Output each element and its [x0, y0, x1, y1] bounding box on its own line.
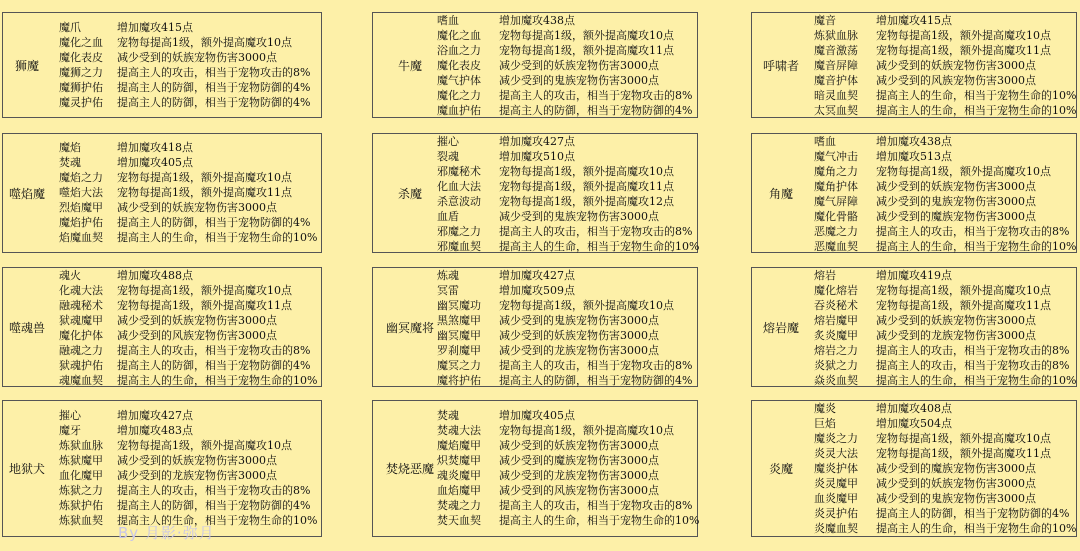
pet-card — [751, 400, 1077, 537]
skill-name: 幽冥魔甲 — [437, 329, 481, 342]
skill-effect: 增加魔攻408点 — [876, 402, 952, 415]
skill-name: 炎灵魔甲 — [814, 477, 858, 490]
skill-effect: 减少受到的妖族宠物伤害3000点 — [499, 329, 659, 342]
skill-effect: 减少受到的龙族宠物伤害3000点 — [117, 469, 277, 482]
skill-name: 裂魂 — [437, 150, 459, 163]
skill-name: 焚魂之力 — [437, 499, 481, 512]
skill-name: 魔音 — [814, 14, 836, 27]
pet-card — [372, 133, 698, 253]
skill-effect: 减少受到的妖族宠物伤害3000点 — [876, 314, 1036, 327]
pet-card — [751, 267, 1077, 387]
skill-name: 邪魔秘术 — [437, 165, 481, 178]
skill-name: 摧心 — [437, 135, 459, 148]
skill-name: 魔狮护佑 — [59, 81, 103, 94]
skill-effect: 宠物每提高1级，额外提高魔攻10点 — [499, 29, 674, 42]
skill-effect: 减少受到的妖族宠物伤害3000点 — [876, 59, 1036, 72]
skill-name: 魂火 — [59, 269, 81, 282]
skill-effect: 提高主人的攻击，相当于宠物攻击的8% — [117, 484, 311, 497]
skill-name: 魔气护体 — [437, 74, 481, 87]
pet-card — [372, 12, 698, 118]
pet-name: 角魔 — [768, 186, 793, 201]
skill-name: 魔炎之力 — [814, 432, 858, 445]
skill-effect: 宠物每提高1级，额外提高魔攻10点 — [499, 299, 674, 312]
skill-effect: 增加魔攻405点 — [117, 156, 193, 169]
skill-effect: 提高主人的生命，相当于宠物生命的10% — [117, 231, 318, 244]
skill-name: 魔化之力 — [437, 89, 481, 102]
skill-effect: 提高主人的生命，相当于宠物生命的10% — [876, 104, 1077, 117]
skill-effect: 增加魔攻427点 — [499, 269, 575, 282]
skill-effect: 提高主人的防御，相当于宠物防御的4% — [499, 374, 693, 387]
skill-name: 魂炎魔甲 — [437, 469, 481, 482]
skill-name: 魔化之血 — [59, 36, 103, 49]
skill-name: 魔狮之力 — [59, 66, 103, 79]
skill-effect: 减少受到的龙族宠物伤害3000点 — [499, 469, 659, 482]
skill-effect: 宠物每提高1级，额外提高魔攻10点 — [117, 36, 292, 49]
skill-effect: 增加魔攻415点 — [117, 21, 193, 34]
skill-effect: 宠物每提高1级，额外提高魔攻11点 — [876, 299, 1051, 312]
skill-name: 魔化护体 — [59, 329, 103, 342]
pet-name: 噬焰魔 — [8, 186, 45, 201]
author-watermark: By 月影·弥月 — [118, 524, 215, 542]
skill-name: 魔焰之力 — [59, 171, 103, 184]
pet-name: 杀魔 — [397, 186, 422, 201]
skill-name: 冥雷 — [437, 284, 459, 297]
skill-name: 炎狱之力 — [814, 359, 858, 372]
skill-name: 魔音护体 — [814, 74, 858, 87]
skill-name: 巨焰 — [814, 417, 836, 430]
skill-name: 烈焰魔甲 — [59, 201, 103, 214]
skill-name: 焰魔血契 — [59, 231, 103, 244]
skill-name: 魔角之力 — [814, 165, 858, 178]
skill-name: 血化魔甲 — [59, 469, 103, 482]
skill-name: 魔音激荡 — [814, 44, 858, 57]
pet-name: 幽冥魔将 — [385, 320, 434, 335]
skill-effect: 增加魔攻438点 — [876, 135, 952, 148]
skill-effect: 增加魔攻415点 — [876, 14, 952, 27]
skill-effect: 增加魔攻427点 — [117, 409, 193, 422]
skill-effect: 宠物每提高1级，额外提高魔攻11点 — [499, 180, 674, 193]
skill-name: 炎魔血契 — [814, 522, 858, 535]
skill-name: 焚天血契 — [437, 514, 481, 527]
pet-name: 牛魔 — [397, 58, 422, 73]
skill-effect: 增加魔攻483点 — [117, 424, 193, 437]
skill-effect: 减少受到的妖族宠物伤害3000点 — [499, 59, 659, 72]
skill-effect: 减少受到的鬼族宠物伤害3000点 — [876, 195, 1036, 208]
skill-effect: 减少受到的妖族宠物伤害3000点 — [117, 314, 277, 327]
skill-effect: 提高主人的攻击，相当于宠物攻击的8% — [876, 344, 1070, 357]
skill-name: 杀意波动 — [437, 195, 481, 208]
skill-name: 炼狱护佑 — [59, 499, 103, 512]
skill-effect: 提高主人的生命，相当于宠物生命的10% — [117, 374, 318, 387]
skill-name: 暗灵血契 — [814, 89, 858, 102]
skill-effect: 增加魔攻427点 — [499, 135, 575, 148]
skill-effect: 宠物每提高1级，额外提高魔攻11点 — [876, 44, 1051, 57]
skill-name: 嗜血 — [437, 14, 459, 27]
skill-effect: 减少受到的鬼族宠物伤害3000点 — [499, 210, 659, 223]
pet-name: 熔岩魔 — [762, 320, 799, 335]
skill-name: 恶魔之力 — [814, 225, 858, 238]
skill-effect: 减少受到的妖族宠物伤害3000点 — [876, 477, 1036, 490]
skill-name: 魔化熔岩 — [814, 284, 858, 297]
skill-name: 魔焰护佑 — [59, 216, 103, 229]
skill-name: 炼狱血契 — [59, 514, 103, 527]
skill-name: 魔化表皮 — [59, 51, 103, 64]
pet-card — [2, 400, 322, 537]
skill-name: 太冥血契 — [814, 104, 858, 117]
skill-name: 魔爪 — [59, 21, 81, 34]
skill-effect: 减少受到的鬼族宠物伤害3000点 — [499, 314, 659, 327]
skill-name: 炼狱之力 — [59, 484, 103, 497]
pet-name: 地狱犬 — [8, 462, 45, 476]
skill-name: 魔炎 — [814, 402, 836, 415]
skill-effect: 提高主人的攻击，相当于宠物攻击的8% — [499, 225, 693, 238]
skill-effect: 减少受到的妖族宠物伤害3000点 — [499, 439, 659, 452]
skill-name: 噬焰大法 — [59, 186, 103, 199]
skill-name: 魔角护体 — [814, 180, 858, 193]
skill-effect: 减少受到的魔族宠物伤害3000点 — [499, 454, 659, 467]
skill-effect: 增加魔攻513点 — [876, 150, 952, 163]
skill-name: 黑煞魔甲 — [437, 314, 481, 327]
skill-name: 熔岩魔甲 — [814, 314, 858, 327]
skill-name: 浴血之力 — [437, 44, 481, 57]
skill-name: 化魂大法 — [59, 284, 103, 297]
pet-name: 呼啸者 — [762, 58, 799, 73]
pet-card — [2, 267, 322, 387]
skill-effect: 减少受到的鬼族宠物伤害3000点 — [499, 74, 659, 87]
pet-card — [2, 12, 322, 118]
skill-name: 炼魂 — [437, 269, 459, 282]
skill-effect: 减少受到的风族宠物伤害3000点 — [499, 484, 659, 497]
skill-effect: 宠物每提高1级，额外提高魔攻10点 — [499, 424, 674, 437]
skill-name: 罗刹魔甲 — [437, 344, 481, 357]
skill-name: 炼狱魔甲 — [59, 454, 103, 467]
skill-name: 炽焚魔甲 — [437, 454, 481, 467]
skill-effect: 提高主人的攻击，相当于宠物攻击的8% — [876, 225, 1070, 238]
skill-effect: 减少受到的魔族宠物伤害3000点 — [876, 210, 1036, 223]
skill-name: 化血大法 — [437, 180, 481, 193]
skill-effect: 提高主人的防御，相当于宠物防御的4% — [499, 104, 693, 117]
pet-card — [372, 400, 698, 537]
skill-name: 狱魂护佑 — [59, 359, 103, 372]
skill-effect: 提高主人的攻击，相当于宠物攻击的8% — [876, 359, 1070, 372]
skill-name: 恶魔血契 — [814, 240, 858, 253]
skill-name: 魔化之血 — [437, 29, 481, 42]
skill-name: 邪魔之力 — [437, 225, 481, 238]
skill-effect: 减少受到的风族宠物伤害3000点 — [117, 329, 277, 342]
skill-effect: 减少受到的龙族宠物伤害3000点 — [876, 329, 1036, 342]
skill-effect: 提高主人的生命，相当于宠物生命的10% — [876, 240, 1077, 253]
skill-name: 魔气屏障 — [814, 195, 858, 208]
skill-name: 魔音屏障 — [814, 59, 858, 72]
skill-effect: 提高主人的防御，相当于宠物防御的4% — [117, 216, 311, 229]
skill-effect: 宠物每提高1级，额外提高魔攻10点 — [876, 165, 1051, 178]
pet-name: 狮魔 — [14, 58, 39, 73]
skill-name: 融魂之力 — [59, 344, 103, 357]
skill-effect: 提高主人的防御，相当于宠物防御的4% — [117, 359, 311, 372]
skill-name: 魔灵护佑 — [59, 96, 103, 109]
skill-effect: 宠物每提高1级，额外提高魔攻10点 — [117, 439, 292, 452]
skill-effect: 减少受到的魔族宠物伤害3000点 — [876, 462, 1036, 475]
skill-name: 幽冥魔功 — [437, 299, 481, 312]
skill-effect: 宠物每提高1级，额外提高魔攻12点 — [499, 195, 674, 208]
pet-card — [751, 133, 1077, 253]
skill-name: 焱炎血契 — [814, 374, 858, 387]
skill-effect: 提高主人的攻击，相当于宠物攻击的8% — [499, 499, 693, 512]
skill-effect: 提高主人的防御，相当于宠物防御的4% — [117, 96, 311, 109]
skill-effect: 提高主人的防御，相当于宠物防御的4% — [876, 507, 1070, 520]
skill-effect: 宠物每提高1级，额外提高魔攻11点 — [117, 299, 292, 312]
skill-effect: 宠物每提高1级，额外提高魔攻11点 — [117, 186, 292, 199]
skill-name: 血焰魔甲 — [437, 484, 481, 497]
skill-name: 摧心 — [59, 409, 81, 422]
skill-name: 炎灵大法 — [814, 447, 858, 460]
skill-effect: 减少受到的鬼族宠物伤害3000点 — [876, 492, 1036, 505]
skill-name: 魔牙 — [59, 424, 81, 437]
skill-effect: 增加魔攻418点 — [117, 141, 193, 154]
skill-effect: 宠物每提高1级，额外提高魔攻10点 — [117, 284, 292, 297]
skill-effect: 提高主人的攻击，相当于宠物攻击的8% — [499, 359, 693, 372]
skill-effect: 增加魔攻488点 — [117, 269, 193, 282]
skill-effect: 宠物每提高1级，额外提高魔攻11点 — [876, 447, 1051, 460]
skill-effect: 宠物每提高1级，额外提高魔攻10点 — [876, 284, 1051, 297]
skill-effect: 提高主人的攻击，相当于宠物攻击的8% — [499, 89, 693, 102]
skill-effect: 减少受到的妖族宠物伤害3000点 — [117, 454, 277, 467]
skill-effect: 提高主人的攻击，相当于宠物攻击的8% — [117, 344, 311, 357]
pet-card — [372, 267, 698, 387]
skill-name: 嗜血 — [814, 135, 836, 148]
pet-name: 噬魂兽 — [8, 320, 45, 335]
skill-name: 魔血护佑 — [437, 104, 481, 117]
skill-effect: 宠物每提高1级，额外提高魔攻11点 — [499, 44, 674, 57]
skill-name: 魔化表皮 — [437, 59, 481, 72]
skill-name: 炎灵护佑 — [814, 507, 858, 520]
skill-name: 炼狱血脉 — [59, 439, 103, 452]
skill-effect: 增加魔攻509点 — [499, 284, 575, 297]
skill-name: 魔冥之力 — [437, 359, 481, 372]
skill-effect: 增加魔攻504点 — [876, 417, 952, 430]
skill-effect: 提高主人的防御，相当于宠物防御的4% — [117, 81, 311, 94]
skill-effect: 减少受到的妖族宠物伤害3000点 — [117, 51, 277, 64]
skill-name: 熔岩 — [814, 269, 836, 282]
skill-effect: 提高主人的生命，相当于宠物生命的10% — [876, 89, 1077, 102]
skill-effect: 提高主人的生命，相当于宠物生命的10% — [499, 240, 700, 253]
skill-name: 魔焰 — [59, 141, 81, 154]
skill-name: 炙炎魔甲 — [814, 329, 858, 342]
skill-effect: 提高主人的生命，相当于宠物生命的10% — [876, 522, 1077, 535]
skill-effect: 提高主人的生命，相当于宠物生命的10% — [876, 374, 1077, 387]
pet-card — [2, 133, 322, 253]
skill-name: 焚魂大法 — [437, 424, 481, 437]
pet-name: 焚烧恶魔 — [385, 462, 434, 476]
skill-name: 魔化骨骼 — [814, 210, 858, 223]
skill-effect: 提高主人的生命，相当于宠物生命的10% — [117, 514, 318, 527]
skill-effect: 增加魔攻438点 — [499, 14, 575, 27]
skill-effect: 提高主人的防御，相当于宠物防御的4% — [117, 499, 311, 512]
skill-effect: 提高主人的生命，相当于宠物生命的10% — [499, 514, 700, 527]
skill-name: 血盾 — [437, 210, 459, 223]
skill-name: 融魂秘术 — [59, 299, 103, 312]
skill-effect: 减少受到的妖族宠物伤害3000点 — [876, 180, 1036, 193]
skill-name: 炼狱血脉 — [814, 29, 858, 42]
skill-name: 邪魔血契 — [437, 240, 481, 253]
skill-name: 熔岩之力 — [814, 344, 858, 357]
skill-effect: 宠物每提高1级，额外提高魔攻10点 — [876, 29, 1051, 42]
skill-effect: 增加魔攻510点 — [499, 150, 575, 163]
skill-name: 狱魂魔甲 — [59, 314, 103, 327]
skill-name: 魔气冲击 — [814, 150, 858, 163]
skill-effect: 减少受到的风族宠物伤害3000点 — [876, 74, 1036, 87]
skill-name: 血炎魔甲 — [814, 492, 858, 505]
pet-card — [751, 12, 1077, 118]
skill-name: 焚魂 — [437, 409, 459, 422]
skill-name: 焚魂 — [59, 156, 81, 169]
skill-effect: 提高主人的攻击，相当于宠物攻击的8% — [117, 66, 311, 79]
skill-name: 魔将护佑 — [437, 374, 481, 387]
skill-name: 魔炎护体 — [814, 462, 858, 475]
skill-effect: 宠物每提高1级，额外提高魔攻10点 — [499, 165, 674, 178]
skill-effect: 增加魔攻405点 — [499, 409, 575, 422]
skill-effect: 减少受到的龙族宠物伤害3000点 — [499, 344, 659, 357]
skill-effect: 宠物每提高1级，额外提高魔攻10点 — [876, 432, 1051, 445]
pet-name: 炎魔 — [768, 462, 793, 476]
skill-effect: 减少受到的妖族宠物伤害3000点 — [117, 201, 277, 214]
skill-name: 吞炎秘术 — [814, 299, 858, 312]
skill-effect: 宠物每提高1级，额外提高魔攻10点 — [117, 171, 292, 184]
skill-name: 魂魔血契 — [59, 374, 103, 387]
skill-name: 魔焰魔甲 — [437, 439, 481, 452]
skill-effect: 增加魔攻419点 — [876, 269, 952, 282]
